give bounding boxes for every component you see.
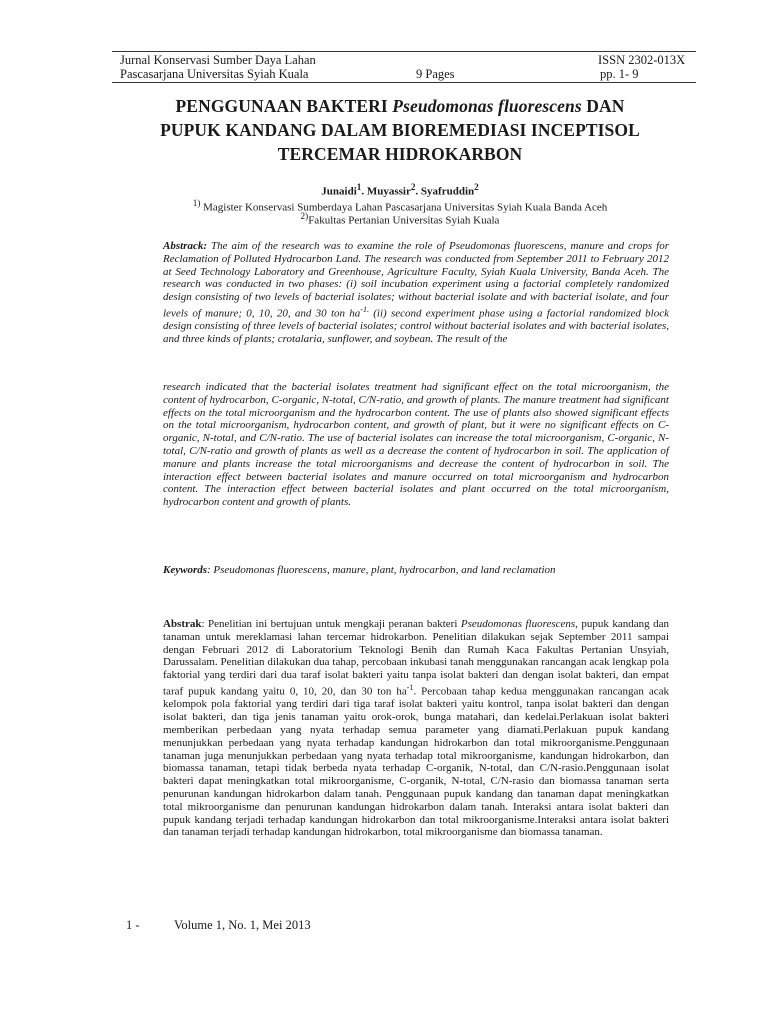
header-bottom-rule: [112, 82, 696, 83]
abstract-indonesian-part1: : Penelitian ini bertujuan untuk mengkaji peranan bakteri: [201, 618, 461, 630]
abstract-english-label: Abstrack:: [163, 240, 207, 252]
affiliation-2: [100, 210, 700, 228]
journal-name: Jurnal Konservasi Sumber Daya Lahan: [120, 53, 316, 67]
abstract-indonesian-sup: -1: [406, 682, 414, 692]
issn: ISSN 2302-013X: [598, 53, 686, 67]
abstract-indonesian-part2: , pupuk kandang dan tanaman untuk mereklamasi lahan tercemar hidrokarbon. Penelitian dilakukan sejak September 2011 sampai dengan Februari 2012 di Laboratorium Teknologi Benih dan Rumah Kaca Fakultas Pertanian Unsyiah, Darussalam. Penelitian dilakukan dua tahap, percobaan inkubasi tanah menggunakan rancangan acak lengkap pola faktorial yang terdiri dari dua taraf isolat bakteri yaitu tanpa isolat bakteri dan dengan isolat bakteri, dan empat taraf pupuk kandang yaitu 0, 10, 20, dan 30 ton ha: [163, 618, 669, 698]
abstract-indonesian-species: Pseudomonas fluorescens: [460, 618, 576, 630]
abstract-english-sup: -1.: [360, 304, 369, 314]
title-line2: PUPUK KANDANG DALAM BIOREMEDIASI INCEPTISOL: [160, 120, 640, 140]
author-1-sup: 1: [356, 182, 362, 192]
page-range: pp. 1- 9: [600, 67, 639, 81]
keywords-label: Keywords: [163, 564, 207, 576]
author-3: . Syafruddin: [415, 185, 475, 198]
paper-title: [100, 94, 700, 166]
abstract-indonesian-part3: . Percobaan tahap kedua menggunakan rancangan acak kelompok pola faktorial yang terdiri dari tiga taraf isolat bakteri yaitu kontrol, tanpa isolat bakteri dan dengan isolat bakteri, dan tiga jenis tanaman yaitu orok-orok, bunga matahari, dan kedelai.Perlakuan isolat bakteri memberikan perbedaan yang nyata terhadap semua parameter yang diamati.Perlakuan pupuk kandang menunjukkan perbedaan yang nyata terhadap kandungan hidrokarbon dan total mikroorganisme.Penggunaan tanaman juga menunjukkan perbedaan yang nyata terhadap total mikroorganisme, kandungan hidrokarbon, dan biomassa tanaman, tetapi tidak berbeda nyata terhadap C-organik, N-total, dan C/N-rasio.Penggunaan isolat bakteri dapat meningkatkan total mikroorganisme, C-organik, N-total, C/N-rasio dan biomassa tanaman serta penurunan kandungan hidrokarbon dalam tanah. Penggunaan pupuk kandang dan tanaman dapat meningkatkan total mikroorganisme dan penurunan kandungan hidrokarbon dalam tanah. Interaksi antara isolat bakteri dan pupuk kandang terjadi terhadap kandungan hidrokarbon dan total mikroorganisme.Interaksi antara isolat bakteri dan tanaman terjadi terhadap kandungan hidrokarbon, total mikroorganisme dan biomassa tanaman.: [163, 685, 669, 839]
header-top-rule: [112, 51, 696, 52]
abstract-english-continued: research indicated that the bacterial isolates treatment had significant effect on the total microorganism, the content of hydrocarbon, C-organic, N-total, C/N-ratio, and growth of plants. The manure treatment had significant effects on the total microorganism and the hydrocarbon content. The use of plants also showed significant effects on the total microorganism, hydrocarbon content, and growth of plant, but it were no significant effects on C-organic, N-total, and C/N-ratio. The use of bacterial isolates can increase the total microorganism, C-organic, N- total, C/N-ratio and growth of plants as well as a decrease the content of hydrocarbon in soil. The application of manure and plants increase the total microorganisms and decrease the content of hydrocarbon in soil. The interaction effect between bacterial isolates and manure occurred on total microorganism and hydrocarbon content. The interaction effect between bacterial isolates and plant occurred on the total microorganism, hydrocarbon content and growth of plants.: [163, 381, 669, 509]
abstract-indonesian-label: Abstrak: [163, 618, 202, 630]
abstract-english: [163, 240, 669, 346]
abstract-english-part1: The aim of the research was to examine the role of Pseudomonas fluorescens, manure and crops for Reclamation of Polluted Hydrocarbon Land. The research was conducted from September 2011 to February 2012 at Seed Technology Laboratory and Greenhouse, Agriculture Faculty, Syiah Kuala University, Banda Aceh. The research was conducted in two phases: (i) soil incubation experiment using a factorial completely randomized design consisting of two levels of bacterial isolates; without bacterial isolate and with bacterial isolate, and four levels of manure; 0, 10, 20, and 30 ton ha: [163, 240, 669, 320]
volume-info: Volume 1, No. 1, Mei 2013: [174, 918, 311, 932]
keywords-text: : Pseudomonas fluorescens, manure, plant, hydrocarbon, and land reclamation: [207, 564, 556, 576]
title-part1: PENGGUNAAN BAKTERI: [175, 96, 393, 116]
affiliation-2-text: Fakultas Pertanian Universitas Syiah Kuala: [308, 214, 500, 227]
abstract-indonesian: [163, 618, 669, 839]
page-number: 1 -: [126, 918, 140, 932]
abstract-english-part2: (ii) second experiment phase using a factorial randomized block design consisting of three levels of bacterial isolates; control without bacterial isolates and with bacterial isolates, and three kinds of plants; crotalaria, sunflower, and soybean. The result of the: [163, 307, 669, 346]
author-3-sup: 2: [474, 182, 479, 192]
title-line3: TERCEMAR HIDROKARBON: [277, 144, 523, 164]
author-2-sup: 2: [410, 182, 416, 192]
affiliation-1-text: Magister Konservasi Sumberdaya Lahan Pascasarjana Universitas Syiah Kuala Banda Aceh: [200, 201, 608, 214]
keywords: [163, 564, 626, 577]
title-part2: DAN: [581, 96, 625, 116]
title-species: Pseudomonas fluorescens: [392, 96, 582, 116]
affiliation-2-sup: 2): [300, 211, 309, 221]
author-list: [100, 180, 700, 199]
author-1: Junaidi: [321, 185, 357, 198]
page-count: 9 Pages: [416, 67, 455, 81]
journal-affiliation: Pascasarjana Universitas Syiah Kuala: [120, 67, 309, 81]
author-2: . Muyassir: [361, 185, 411, 198]
affiliation-1-sup: 1): [192, 198, 201, 208]
